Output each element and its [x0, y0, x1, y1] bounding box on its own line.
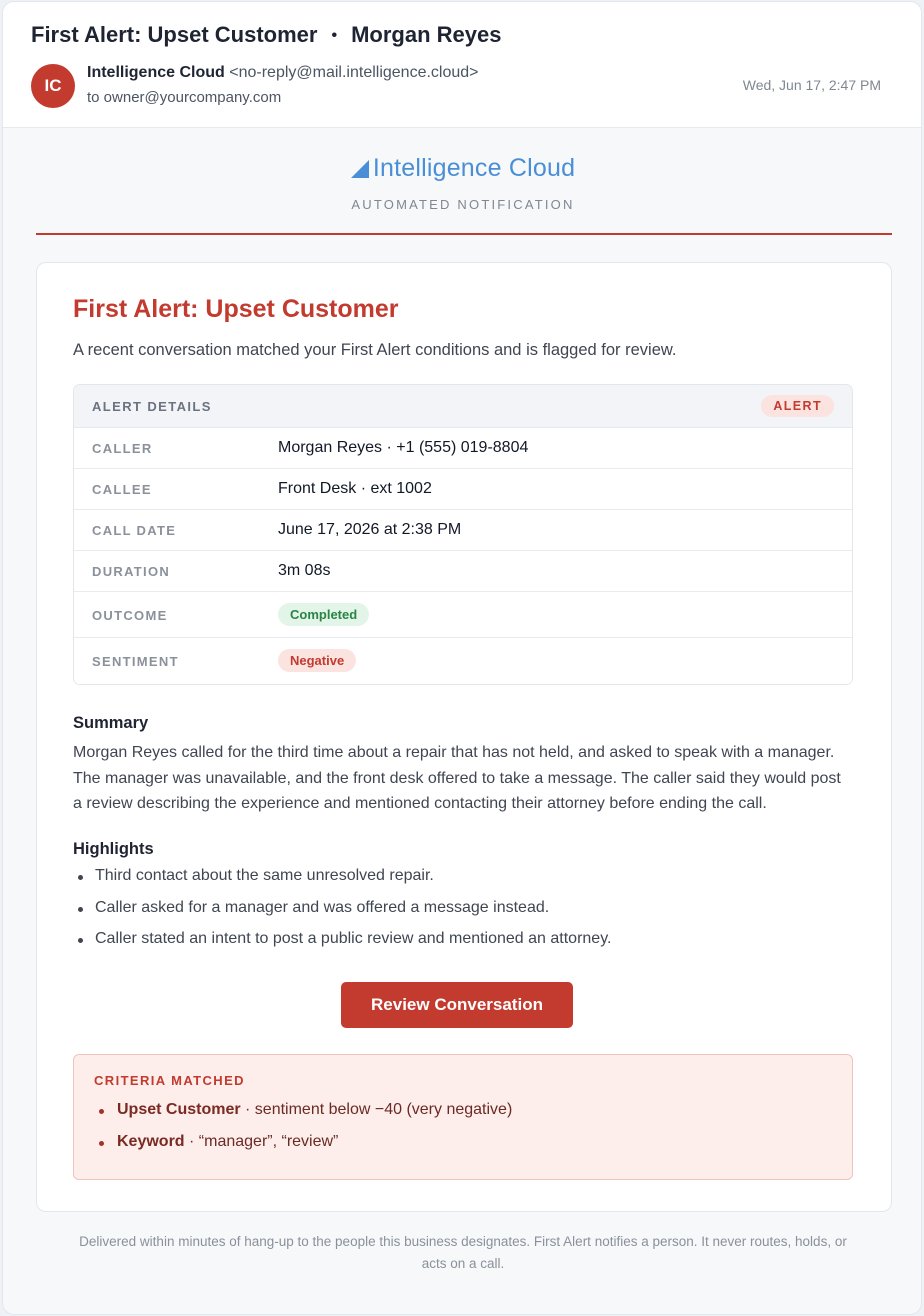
detail-row-sentiment — [74, 638, 852, 684]
subject-separator: • — [331, 27, 338, 44]
detail-label: OUTCOME — [92, 608, 168, 623]
highlights-list — [73, 867, 611, 962]
brand-triangle-icon — [351, 160, 369, 178]
criteria-detail: · “manager”, “review” — [184, 1132, 339, 1150]
avatar[interactable]: IC — [31, 64, 75, 108]
alert-details-title: ALERT DETAILS — [92, 399, 212, 414]
detail-value: June 17, 2026 at 2:38 PM — [278, 521, 462, 538]
detail-label: CALLER — [92, 441, 153, 456]
alert-intro: A recent conversation matched your First Alert conditions and is flagged for review. — [73, 341, 677, 359]
subject-text: First Alert: Upset Customer — [31, 22, 318, 47]
sender-line — [87, 64, 479, 82]
detail-row-caller — [74, 428, 852, 469]
criteria-detail: · sentiment below −40 (very negative) — [240, 1101, 513, 1118]
detail-label: CALL DATE — [92, 523, 177, 538]
recipient-line: to owner@yourcompany.com — [87, 89, 282, 106]
email-window — [2, 1, 922, 1315]
summary-text: Morgan Reyes called for the third time about a repair that has not held, and asked to speak with a manager. The manager was unavailable, and the front desk offered to take a message. The caller said they would post a review describing the experience and mentioned contacting their attorney before ending the call. — [73, 744, 841, 812]
criteria-list — [94, 1101, 512, 1164]
alert-details-table — [73, 384, 853, 685]
list-item: Caller asked for a manager and was offered a message instead. — [73, 899, 611, 931]
criteria-box — [73, 1054, 853, 1180]
brand-subtitle: AUTOMATED NOTIFICATION — [351, 197, 575, 212]
detail-label: CALLEE — [92, 482, 152, 497]
criteria-item — [94, 1133, 512, 1165]
brand-divider — [36, 233, 892, 235]
detail-value: Front Desk · ext 1002 — [278, 480, 432, 497]
email-footer: Delivered within minutes of hang-up to the people this business designates. First Alert notifies a person. It never routes, holds, or acts on a call. — [79, 1234, 847, 1271]
email-date: Wed, Jun 17, 2:47 PM — [742, 77, 881, 93]
email-header — [3, 2, 921, 128]
outcome-badge: Completed — [278, 603, 369, 626]
detail-value: 3m 08s — [278, 562, 331, 579]
alert-badge: ALERT — [761, 395, 834, 417]
detail-row-callee — [74, 469, 852, 510]
list-item: Caller stated an intent to post a public review and mentioned an attorney. — [73, 930, 611, 962]
brand-name: Intelligence Cloud — [372, 154, 576, 182]
list-item: Third contact about the same unresolved repair. — [73, 867, 611, 899]
detail-value: Morgan Reyes · +1 (555) 019-8804 — [278, 439, 529, 456]
subject-contact: Morgan Reyes — [351, 22, 502, 47]
detail-row-outcome — [74, 592, 852, 638]
detail-row-duration — [74, 551, 852, 592]
sender-name[interactable]: Intelligence Cloud — [87, 64, 225, 81]
alert-details-header — [74, 385, 852, 428]
highlights-heading: Highlights — [73, 840, 154, 858]
email-subject — [31, 22, 501, 48]
alert-card — [36, 262, 892, 1212]
review-conversation-button[interactable]: Review Conversation — [341, 982, 573, 1028]
sentiment-badge: Negative — [278, 649, 356, 672]
detail-label: SENTIMENT — [92, 654, 179, 669]
criteria-name: Upset Customer — [117, 1101, 241, 1118]
alert-title: First Alert: Upset Customer — [73, 295, 399, 323]
criteria-title: CRITERIA MATCHED — [94, 1073, 245, 1088]
brand-logo — [351, 154, 575, 183]
sender-email: <no-reply@mail.intelligence.cloud> — [229, 64, 479, 81]
criteria-name: Keyword — [117, 1132, 185, 1150]
criteria-item — [94, 1101, 512, 1133]
summary-heading: Summary — [73, 714, 149, 732]
detail-label: DURATION — [92, 564, 171, 579]
brand-header — [3, 154, 922, 212]
detail-row-call-date — [74, 510, 852, 551]
